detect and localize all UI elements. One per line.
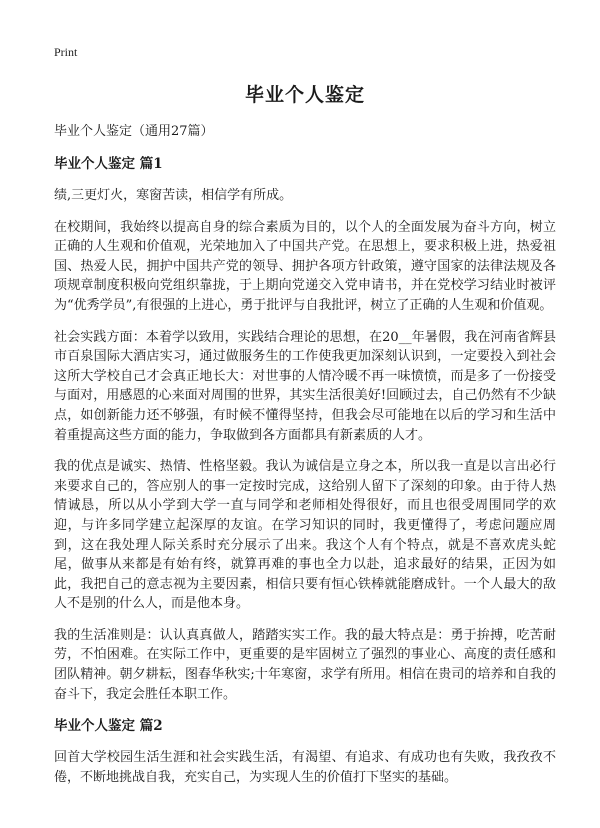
print-link[interactable]: Print bbox=[54, 45, 78, 59]
section-heading-1: 毕业个人鉴定 篇1 bbox=[54, 156, 163, 172]
paragraph: 我的生活准则是：认认真真做人，踏踏实实工作。我的最大特点是：勇于拚搏，吃苦耐劳，不怕困难。在实际工作中，更重要的是牢固树立了强烈的事业心、高度的责任感和团队精神。朝夕耕耘，图春华秋实;十年寒窗，求学有所用。相信在贵司的培养和自我的奋斗下，我定会胜任本职工作。 bbox=[54, 627, 556, 702]
paragraph: 回首大学校园生活生涯和社会实践生活，有渴望、有追求、有成功也有失败，我孜孜不倦，不断地挑战自我，充实自己，为实现人生的价值打下坚实的基础。 bbox=[54, 750, 556, 785]
paragraph: 我的优点是诚实、热情、性格坚毅。我认为诚信是立身之本，所以我一直是以言出必行来要求自己的，答应别人的事一定按时完成，这给别人留下了深刻的印象。由于待人热情诚恳，所以从小学到大学一直与同学和老师相处得很好，而且也很受周围同学的欢迎，与许多同学建立起深厚的友谊。在学习知识的同时，我更懂得了，考虑问题应周到，这在我处理人际关系时充分展示了出来。我这个人有个特点，就是不喜欢虎头蛇尾，做事从来都是有始有终，就算再难的事也全力以赴，追求最好的结果，正因为如此，我把自己的意志视为主要因素，相信只要有恒心铁棒就能磨成针。一个人最大的敌人不是别的什么人，而是他本身。 bbox=[54, 459, 556, 612]
document-subtitle: 毕业个人鉴定（通用27篇） bbox=[54, 124, 214, 139]
section-heading-2: 毕业个人鉴定 篇2 bbox=[54, 718, 163, 735]
paragraph: 社会实践方面：本着学以致用，实践结合理论的思想，在20__年暑假，我在河南省辉县市百泉国际大酒店实习，通过做服务生的工作使我更加深刻认识到，一定要投入到社会这所大学校自己才会真正地长大：对世事的人情冷暖不再一味愤愤，而是多了一份接受与面对，用感恩的心来面对周围的世界，其实生活很美好!回顾过去，自己仍然有不少缺点，如创新能力还不够强，有时候不懂得坚持，但我会尽可能地在以后的学习和生活中着重提高这些方面的能力，争取做到各方面都具有新素质的人才。 bbox=[54, 329, 556, 443]
page-title: 毕业个人鉴定 bbox=[244, 84, 365, 106]
paragraph: 在校期间，我始终以提高自身的综合素质为目的，以个人的全面发展为奋斗方向，树立正确的人生观和价值观，光荣地加入了中国共产党。在思想上，要求积极上进，热爱祖国、热爱人民，拥护中国共产党的领导、拥护各项方针政策，遵守国家的法律法规及各项规章制度积极向党组织靠拢，于上期向党递交入党申请书，并在党校学习结业时被评为“优秀学员”,有很强的上进心，勇于批评与自我批评，树立了正确的人生观和价值观。 bbox=[54, 219, 556, 313]
paragraph: 绩,三更灯火，寒窗苦读，相信学有所成。 bbox=[54, 188, 293, 203]
